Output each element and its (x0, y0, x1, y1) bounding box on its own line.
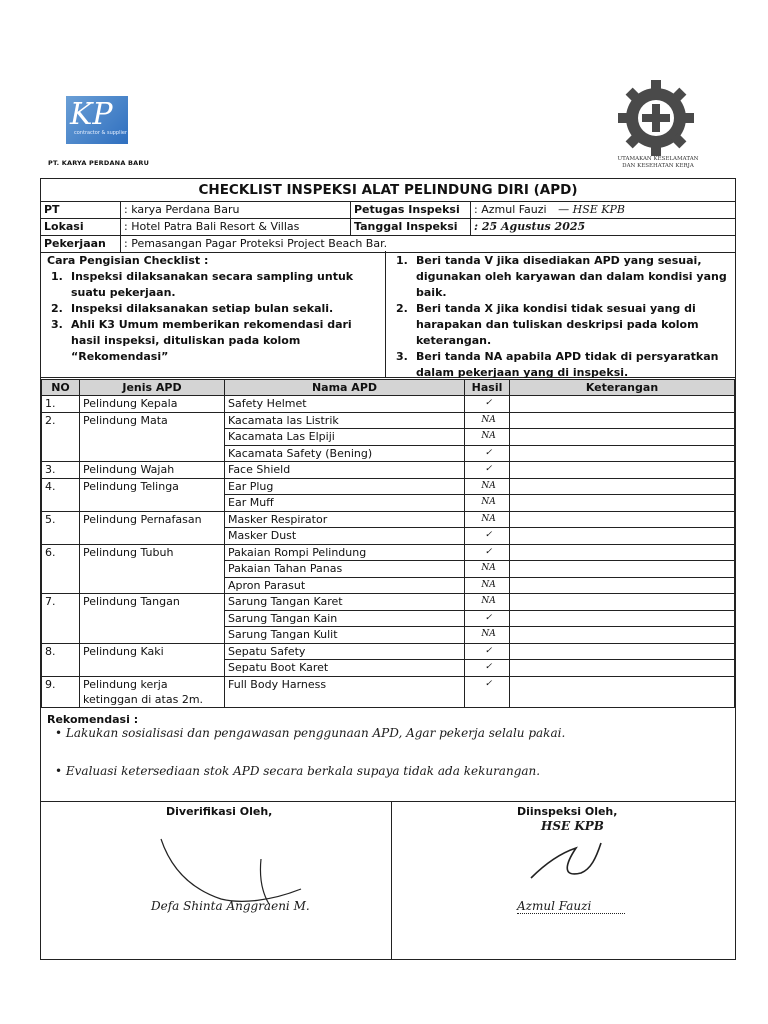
table-row (42, 396, 735, 413)
jenis-apd-cell: Pelindung kerja ketinggan di atas 2m. (80, 676, 225, 707)
table-row (42, 643, 735, 660)
safety-slogan (596, 156, 720, 170)
instructions-right-list (392, 251, 735, 381)
keterangan-cell (510, 511, 735, 528)
jenis-apd-cell: Pelindung Wajah (80, 462, 225, 479)
verifier-name: Defa Shinta Anggraeni M. (151, 899, 310, 913)
nama-apd-cell: Sarung Tangan Karet (225, 594, 465, 611)
instruction-text: Inspeksi dilaksanakan setiap bulan sekali. (71, 302, 334, 315)
k3-gear-cross-icon (616, 78, 696, 158)
nama-apd-cell: Ear Muff (225, 495, 465, 512)
keterangan-cell (510, 478, 735, 495)
keterangan-cell (510, 429, 735, 446)
hasil-mark: NA (465, 577, 510, 594)
instruction-left-1 (47, 269, 383, 301)
table-row (42, 676, 735, 707)
lokasi-value: : Hotel Patra Bali Resort & Villas (121, 219, 351, 235)
inspector-signature (521, 833, 611, 893)
instructions-heading: Cara Pengisian Checklist : (47, 254, 209, 267)
hasil-mark: ✓ (465, 462, 510, 479)
instruction-number: 2. (396, 302, 408, 315)
instruction-left-2 (47, 301, 383, 317)
nama-apd-cell: Kacamata las Listrik (225, 412, 465, 429)
instruction-right-1 (392, 253, 735, 301)
rekomendasi-label: Rekomendasi : (47, 713, 139, 726)
row-number: 8. (42, 643, 80, 676)
instructions-section (41, 251, 735, 378)
pekerjaan-value: : Pemasangan Pagar Proteksi Project Beach Bar. (124, 237, 388, 250)
instruction-text: Ahli K3 Umum memberikan rekomendasi dari hasil inspeksi, dituliskan pada kolom “Rekomendasi” (71, 318, 352, 363)
table-row (42, 594, 735, 611)
safety-slogan-line2: DAN KESEHATAN KERJA (622, 163, 694, 169)
nama-apd-cell: Kacamata Las Elpiji (225, 429, 465, 446)
keterangan-cell (510, 445, 735, 462)
hasil-mark: ✓ (465, 610, 510, 627)
hasil-mark: ✓ (465, 445, 510, 462)
nama-apd-cell: Sarung Tangan Kulit (225, 627, 465, 644)
keterangan-cell (510, 528, 735, 545)
keterangan-cell (510, 544, 735, 561)
apd-table-wrap (41, 379, 735, 708)
info-row-pt (41, 202, 735, 219)
nama-apd-cell: Apron Parasut (225, 577, 465, 594)
lokasi-label: Lokasi (41, 219, 121, 235)
nama-apd-cell: Full Body Harness (225, 676, 465, 707)
col-nama-apd: Nama APD (225, 380, 465, 396)
row-number: 4. (42, 478, 80, 511)
row-number: 3. (42, 462, 80, 479)
verified-by-label: Diverifikasi Oleh, (166, 805, 273, 818)
hasil-mark: NA (465, 594, 510, 611)
nama-apd-cell: Masker Dust (225, 528, 465, 545)
pt-value: : karya Perdana Baru (121, 202, 351, 218)
rekomendasi-section (41, 711, 735, 802)
keterangan-cell (510, 594, 735, 611)
table-row (42, 478, 735, 495)
row-number: 7. (42, 594, 80, 644)
jenis-apd-cell: Pelindung Mata (80, 412, 225, 462)
row-number: 9. (42, 676, 80, 707)
form-title: CHECKLIST INSPEKSI ALAT PELINDUNG DIRI (APD) (41, 179, 735, 202)
nama-apd-cell: Sepatu Safety (225, 643, 465, 660)
keterangan-cell (510, 462, 735, 479)
company-logo (48, 96, 152, 176)
instruction-right-2 (392, 301, 735, 349)
hasil-mark: NA (465, 511, 510, 528)
inspector-name: Azmul Fauzi (517, 899, 625, 914)
jenis-apd-cell: Pelindung Telinga (80, 478, 225, 511)
keterangan-cell (510, 676, 735, 707)
instruction-number: 1. (51, 270, 63, 283)
instruction-number: 3. (51, 318, 63, 331)
table-row (42, 412, 735, 429)
k3-safety-logo (596, 78, 736, 176)
col-no: NO (42, 380, 80, 396)
rekomendasi-item-1: • Lakukan sosialisasi dan pengawasan penggunaan APD, Agar pekerja selalu pakai. (55, 726, 566, 740)
nama-apd-cell: Face Shield (225, 462, 465, 479)
jenis-apd-cell: Pelindung Tubuh (80, 544, 225, 594)
safety-slogan-line1: UTAMAKAN KESELAMATAN (617, 156, 699, 162)
pt-label: PT (41, 202, 121, 218)
keterangan-cell (510, 577, 735, 594)
petugas-label: Petugas Inspeksi (351, 202, 471, 218)
hasil-mark: NA (465, 412, 510, 429)
hasil-mark: NA (465, 429, 510, 446)
hasil-mark: NA (465, 478, 510, 495)
nama-apd-cell: Ear Plug (225, 478, 465, 495)
row-number: 5. (42, 511, 80, 544)
nama-apd-cell: Kacamata Safety (Bening) (225, 445, 465, 462)
rekomendasi-item-2: • Evaluasi ketersediaan stok APD secara berkala supaya tidak ada kekurangan. (55, 764, 541, 778)
col-hasil: Hasil (465, 380, 510, 396)
keterangan-cell (510, 412, 735, 429)
logo-subtitle: contractor & supplier (74, 130, 127, 136)
inspected-by-label: Diinspeksi Oleh, (517, 805, 618, 818)
instructions-right (385, 251, 735, 377)
keterangan-cell (510, 660, 735, 677)
apd-table (41, 379, 735, 708)
jenis-apd-cell: Pelindung Kepala (80, 396, 225, 413)
verifier-signature (141, 829, 311, 909)
keterangan-cell (510, 396, 735, 413)
signature-section (41, 801, 735, 959)
col-keterangan: Keterangan (510, 380, 735, 396)
instruction-left-3 (47, 317, 383, 365)
jenis-apd-cell: Pelindung Kaki (80, 643, 225, 676)
keterangan-cell (510, 561, 735, 578)
instruction-number: 1. (396, 254, 408, 267)
row-number: 6. (42, 544, 80, 594)
nama-apd-cell: Sepatu Boot Karet (225, 660, 465, 677)
info-row-lokasi (41, 219, 735, 236)
row-number: 2. (42, 412, 80, 462)
tanggal-label: Tanggal Inspeksi (351, 219, 471, 235)
col-jenis-apd: Jenis APD (80, 380, 225, 396)
hasil-mark: ✓ (465, 643, 510, 660)
logo-text: KP (70, 97, 113, 132)
hasil-mark: ✓ (465, 660, 510, 677)
inspected-by-org: HSE KPB (541, 819, 604, 833)
hasil-mark: ✓ (465, 544, 510, 561)
instruction-number: 3. (396, 350, 408, 363)
hasil-mark: ✓ (465, 676, 510, 707)
petugas-cell (471, 202, 737, 218)
company-name: PT. KARYA PERDANA BARU (48, 159, 150, 167)
nama-apd-cell: Pakaian Tahan Panas (225, 561, 465, 578)
hasil-mark: NA (465, 495, 510, 512)
table-row (42, 462, 735, 479)
nama-apd-cell: Pakaian Rompi Pelindung (225, 544, 465, 561)
hasil-mark: ✓ (465, 396, 510, 413)
nama-apd-cell: Masker Respirator (225, 511, 465, 528)
hasil-mark: NA (465, 561, 510, 578)
petugas-handwritten: — HSE KPB (558, 203, 625, 216)
keterangan-cell (510, 610, 735, 627)
kp-logo-mark (66, 96, 128, 144)
row-number: 1. (42, 396, 80, 413)
instruction-number: 2. (51, 302, 63, 315)
petugas-value: : Azmul Fauzi (474, 203, 547, 216)
verifier-block (41, 801, 392, 959)
table-row (42, 544, 735, 561)
apd-table-body (42, 396, 735, 708)
instructions-left (47, 253, 383, 365)
instructions-left-list (47, 269, 383, 365)
instruction-text: Inspeksi dilaksanakan secara sampling untuk suatu pekerjaan. (71, 270, 354, 299)
keterangan-cell (510, 643, 735, 660)
tanggal-value: : 25 Agustus 2025 (474, 220, 586, 233)
table-row (42, 511, 735, 528)
pekerjaan-label: Pekerjaan (41, 236, 121, 252)
table-header-row (42, 380, 735, 396)
instruction-text: Beri tanda NA apabila APD tidak di persyaratkan dalam pekerjaan yang di inspeksi. (416, 350, 719, 379)
keterangan-cell (510, 495, 735, 512)
hasil-mark: ✓ (465, 528, 510, 545)
keterangan-cell (510, 627, 735, 644)
checklist-form (40, 178, 736, 960)
instruction-text: Beri tanda X jika kondisi tidak sesuai yang di harapakan dan tuliskan deskripsi pada kolom keterangan. (416, 302, 699, 347)
jenis-apd-cell: Pelindung Tangan (80, 594, 225, 644)
nama-apd-cell: Sarung Tangan Kain (225, 610, 465, 627)
jenis-apd-cell: Pelindung Pernafasan (80, 511, 225, 544)
instruction-text: Beri tanda V jika disediakan APD yang sesuai, digunakan oleh karyawan dan dalam kondisi yang baik. (416, 254, 727, 299)
hasil-mark: NA (465, 627, 510, 644)
nama-apd-cell: Safety Helmet (225, 396, 465, 413)
instruction-right-3 (392, 349, 735, 381)
